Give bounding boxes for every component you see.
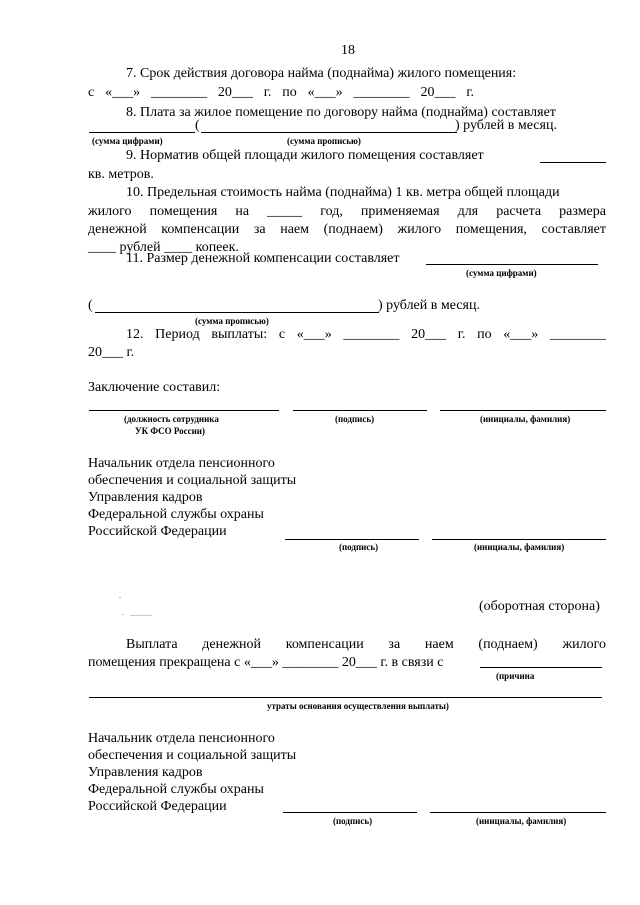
conclusion-caption-name: (инициалы, фамилия) [480, 414, 571, 424]
page-number: 18 [341, 43, 355, 58]
chief-line-4: Федеральной службы охраны [88, 507, 264, 522]
item8-words-line [201, 132, 457, 133]
chief2-line-1: Начальник отдела пенсионного [88, 731, 275, 746]
item11-digits-line [426, 264, 598, 265]
item12-line1: 12. Период выплаты: с «___» ________ 20___ г. по «___» ________ [126, 327, 606, 342]
conclusion-caption-position-2: УК ФСО России) [135, 426, 205, 436]
item8-open-paren: ( [195, 118, 200, 133]
scan-speck [122, 614, 124, 615]
item9-line1: 9. Норматив общей площади жилого помещения составляет [126, 148, 484, 163]
item10-line1: 10. Предельная стоимость найма (поднайма) 1 кв. метра общей площади [126, 185, 560, 200]
chief2-line-4: Федеральной службы охраны [88, 782, 264, 797]
chief2-line-5: Российской Федерации [88, 799, 227, 814]
item11-words-line [95, 312, 379, 313]
item10-line3: денежной компенсации за наем (поднаем) жилого помещения, составляет [88, 222, 606, 237]
item11-line1: 11. Размер денежной компенсации составляет [126, 251, 400, 266]
chief-caption-name: (инициалы, фамилия) [474, 542, 565, 552]
chief-line-5: Российской Федерации [88, 524, 227, 539]
item10-line2: жилого помещения на _____ год, применяемая для расчета размера [88, 204, 606, 219]
item8-caption-words: (сумма прописью) [287, 136, 361, 146]
item8-caption-digits: (сумма цифрами) [92, 136, 163, 146]
reverse-line2: помещения прекращена с «___» ________ 20___ г. в связи с [88, 655, 444, 670]
item11-caption-digits: (сумма цифрами) [466, 268, 537, 278]
item8-line1: 8. Плата за жилое помещение по договору найма (поднайма) составляет [126, 105, 556, 120]
chief-caption-signature: (подпись) [339, 542, 379, 552]
item9-blank-line [540, 162, 606, 163]
reverse-label: (оборотная сторона) [479, 599, 600, 614]
chief2-name-line [430, 812, 606, 813]
reverse-reason-line-2 [89, 697, 602, 698]
chief2-signature-line [283, 812, 417, 813]
conclusion-caption-position-1: (должность сотрудника [124, 414, 219, 424]
item12-line2: 20___ г. [88, 345, 135, 360]
conclusion-caption-signature: (подпись) [335, 414, 375, 424]
item11-tail: ) рублей в месяц. [378, 298, 480, 313]
chief2-line-2: обеспечения и социальной защиты [88, 748, 297, 763]
reverse-line1: Выплата денежной компенсации за наем (поднаем) жилого [126, 637, 606, 652]
chief-line-1: Начальник отдела пенсионного [88, 456, 275, 471]
item11-open-paren: ( [88, 298, 93, 313]
conclusion-signature-line [293, 410, 427, 411]
reverse-reason-line [480, 667, 602, 668]
conclusion-label: Заключение составил: [88, 380, 221, 395]
item7-line2: с «___» ________ 20___ г. по «___» ________ 20___ г. [88, 85, 474, 100]
chief-name-line [432, 539, 606, 540]
scan-speck [119, 597, 121, 598]
item10-line4: ____ рублей ____ копеек. [88, 240, 239, 255]
chief2-caption-name: (инициалы, фамилия) [476, 816, 567, 826]
item11-caption-words: (сумма прописью) [195, 316, 269, 326]
item7-line1: 7. Срок действия договора найма (поднайма) жилого помещения: [126, 66, 517, 81]
scan-speck [130, 615, 152, 616]
conclusion-name-line [440, 410, 606, 411]
chief-line-3: Управления кадров [88, 490, 203, 505]
reverse-caption-reason-2: утраты основания осуществления выплаты) [267, 701, 449, 711]
chief2-caption-signature: (подпись) [333, 816, 373, 826]
chief-signature-line [285, 539, 419, 540]
conclusion-position-line [89, 410, 279, 411]
item8-tail: ) рублей в месяц. [455, 118, 557, 133]
reverse-caption-reason: (причина [496, 671, 535, 681]
item9-line2: кв. метров. [88, 167, 154, 182]
item8-digits-line [89, 132, 195, 133]
chief2-line-3: Управления кадров [88, 765, 203, 780]
chief-line-2: обеспечения и социальной защиты [88, 473, 297, 488]
